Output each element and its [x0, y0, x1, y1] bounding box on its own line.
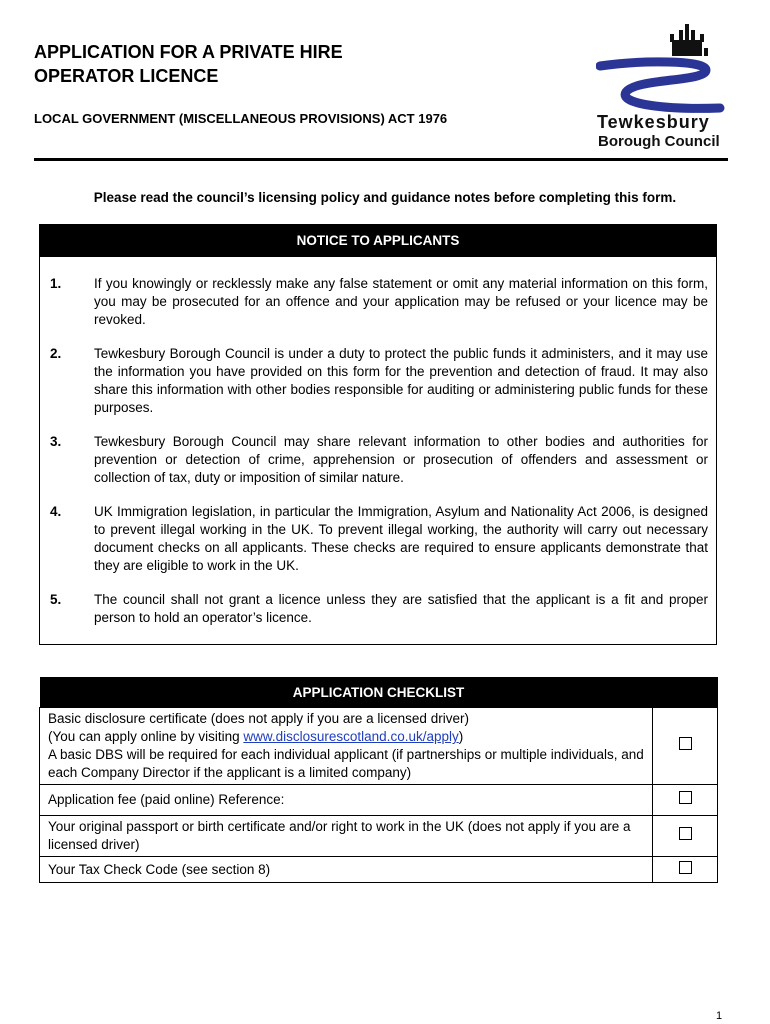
form-title-line2: OPERATOR LICENCE [34, 66, 219, 86]
notice-list [40, 257, 716, 627]
tax-code-checkbox[interactable] [679, 861, 692, 874]
disclosure-checkbox[interactable] [679, 737, 692, 750]
checklist-item-text: Application fee (paid online) Reference: [40, 785, 653, 816]
checklist-heading: APPLICATION CHECKLIST [40, 677, 718, 708]
notice-heading: NOTICE TO APPLICANTS [40, 225, 716, 257]
checklist-item-text: Your Tax Check Code (see section 8) [40, 857, 653, 883]
notice-item-text: The council shall not grant a licence unless they are satisfied that the applicant is a fit and proper person to hold an operator’s licence. [94, 592, 708, 625]
notice-item [48, 591, 708, 627]
river-swoosh-icon [600, 62, 720, 108]
header-divider [34, 158, 728, 161]
checkbox-cell [653, 857, 718, 883]
notice-item [48, 345, 708, 417]
notice-item-text: UK Immigration legislation, in particular the Immigration, Asylum and Nationality Act 2006, is designed to prevent illegal working in the UK. To prevent illegal working, the authority will carry out necessary document checks on all applicants. These checks are required to ensure applicants demonstrate that they are eligible to work in the UK. [94, 504, 708, 573]
notice-item-number: 3. [50, 434, 62, 449]
apply-prefix: (You can apply online by visiting [48, 729, 244, 744]
checklist-row [40, 785, 718, 816]
intro-instruction: Please read the council’s licensing policy and guidance notes before completing this form. [93, 190, 677, 205]
application-checklist [39, 677, 718, 883]
notice-item-number: 5. [50, 592, 62, 607]
form-title-line1: APPLICATION FOR A PRIVATE HIRE [34, 42, 343, 62]
checkbox-cell [653, 708, 718, 785]
checklist-row [40, 857, 718, 883]
passport-checkbox[interactable] [679, 827, 692, 840]
apply-suffix: ) [458, 729, 464, 744]
notice-item-text: Tewkesbury Borough Council is under a duty to protect the public funds it administers, and it may use the information you have provided on this form for the prevention and detection of fraud. It may also share this information with other bodies responsible for auditing or administering public funds for these purposes. [94, 346, 708, 415]
notice-item-number: 4. [50, 504, 62, 519]
notice-item-text: Tewkesbury Borough Council may share relevant information to other bodies and authorities for prevention or detection of crime, apprehension or prosecution of offenders and assessment or collection of tax, duty or imposition of similar nature. [94, 434, 708, 485]
notice-item-text: If you knowingly or recklessly make any false statement or omit any material information on this form, you may be prosecuted for an offence and your application may be refused or your licence may be revoked. [94, 276, 708, 327]
abbey-tower-icon [670, 24, 708, 56]
disclosure-scotland-link[interactable]: www.disclosurescotland.co.uk/apply [243, 729, 459, 744]
disclosure-line: Basic disclosure certificate (does not apply if you are a licensed driver) [48, 711, 469, 726]
form-title [34, 40, 343, 88]
page-number: 1 [716, 1010, 723, 1022]
notice-item-number: 1. [50, 276, 62, 291]
checklist-item-text: Your original passport or birth certificate and/or right to work in the UK (does not apply if you are a licensed driver) [40, 816, 653, 857]
logo-name: Tewkesbury [597, 112, 710, 132]
logo-subtitle: Borough Council [598, 133, 720, 150]
checklist-row [40, 816, 718, 857]
fee-checkbox[interactable] [679, 791, 692, 804]
notice-item [48, 503, 708, 575]
checklist-item-text [40, 708, 653, 785]
notice-item [48, 433, 708, 487]
disclosure-apply-line [48, 728, 644, 746]
checklist-row [40, 708, 718, 785]
notice-item-number: 2. [50, 346, 62, 361]
notice-item [48, 275, 708, 329]
notice-to-applicants [39, 224, 717, 645]
act-reference: LOCAL GOVERNMENT (MISCELLANEOUS PROVISIONS) ACT 1976 [34, 111, 448, 126]
checkbox-cell [653, 816, 718, 857]
checkbox-cell [653, 785, 718, 816]
dbs-line: A basic DBS will be required for each individual applicant (if partnerships or multiple individuals, and each Company Director if the applicant is a limited company) [48, 747, 644, 780]
